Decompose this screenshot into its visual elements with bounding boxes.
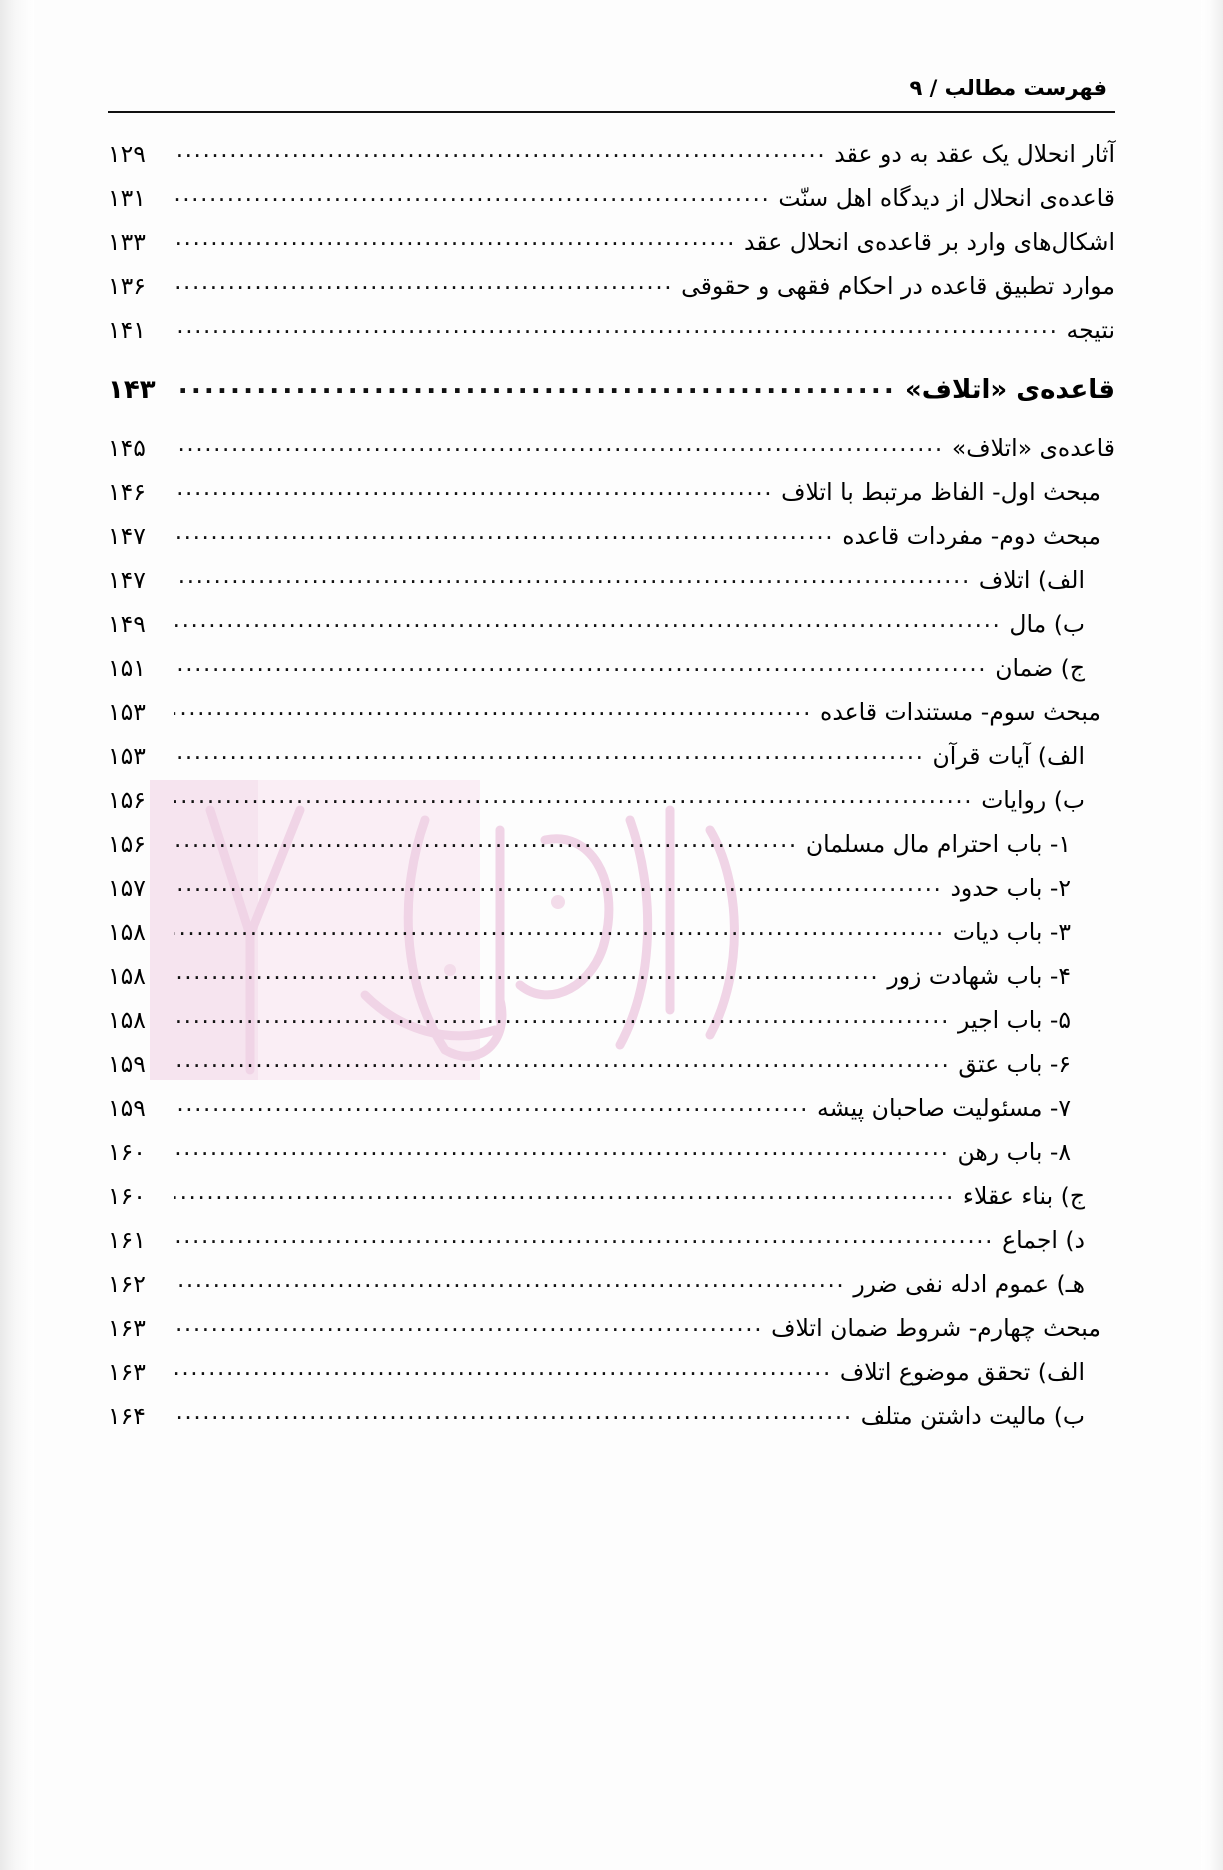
toc-entry-page-number: ۱۶۳ — [108, 1313, 146, 1342]
toc-entry[interactable] — [108, 1093, 1115, 1122]
toc-entry-title: الف) آیات قرآن — [932, 741, 1085, 770]
toc-entry[interactable] — [108, 1181, 1115, 1210]
toc-entry-title: آثار انحلال یک عقد به دو عقد — [834, 140, 1115, 168]
toc-entry-title: هـ) عموم ادله نفی ضرر — [853, 1269, 1085, 1298]
toc-dot-leader — [174, 275, 673, 299]
toc-dot-leader — [174, 1317, 763, 1341]
toc-dot-leader — [174, 1009, 950, 1033]
toc-entry-page-number: ۱۴۳ — [108, 374, 156, 405]
toc-entry-title: د) اجماع — [1002, 1225, 1085, 1254]
toc-entry-title: نتیجه — [1066, 316, 1115, 344]
toc-entry-page-number: ۱۵۸ — [108, 961, 146, 990]
toc-entry-title: ۳- باب دیات — [952, 917, 1071, 946]
toc-entry-page-number: ۱۲۹ — [108, 140, 146, 168]
page-content — [108, 78, 1115, 1449]
toc-entry-page-number: ۱۳۱ — [108, 184, 146, 212]
toc-dot-leader — [174, 525, 834, 549]
toc-dot-leader — [174, 1361, 832, 1385]
toc-entry-title: الف) تحقق موضوع اتلاف — [839, 1357, 1085, 1386]
toc-dot-leader — [174, 377, 897, 403]
toc-entry-page-number: ۱۴۹ — [108, 609, 146, 638]
toc-entry-page-number: ۱۶۱ — [108, 1225, 146, 1254]
toc-entry[interactable] — [108, 477, 1115, 506]
toc-entry-title: ۴- باب شهادت زور — [887, 961, 1071, 990]
toc-dot-leader — [174, 613, 1001, 637]
toc-entry-page-number: ۱۴۷ — [108, 521, 146, 550]
toc-entry-title: الف) اتلاف — [978, 565, 1085, 594]
toc-entry[interactable] — [108, 433, 1115, 462]
toc-entry-title: قاعده‌ی انحلال از دیدگاه اهل سنّت — [778, 184, 1115, 212]
toc-entry[interactable] — [108, 140, 1115, 168]
toc-dot-leader — [174, 1405, 853, 1429]
toc-dot-leader — [174, 833, 798, 857]
toc-entry-title: مبحث سوم- مستندات قاعده — [820, 697, 1101, 726]
toc-dot-leader — [174, 1097, 809, 1121]
toc-entry[interactable] — [108, 228, 1115, 256]
page-header: فهرست مطالب / ۹ — [909, 76, 1107, 100]
toc-entry[interactable] — [108, 829, 1115, 858]
toc-dot-leader — [174, 965, 879, 989]
toc-entry-title: ج) بناء عقلاء — [962, 1181, 1085, 1210]
toc-entry-title: ۵- باب اجیر — [958, 1005, 1071, 1034]
toc-entry-page-number: ۱۵۳ — [108, 697, 146, 726]
toc-entry[interactable] — [108, 609, 1115, 638]
toc-entry-page-number: ۱۵۹ — [108, 1093, 146, 1122]
toc-entry-title: قاعده‌ی «اتلاف» — [904, 374, 1115, 405]
toc-entry[interactable] — [108, 697, 1115, 726]
toc-dot-leader — [174, 921, 945, 945]
toc-dot-leader — [174, 187, 770, 211]
toc-entry[interactable] — [108, 1005, 1115, 1034]
toc-entry-page-number: ۱۵۷ — [108, 873, 146, 902]
table-of-contents-list — [108, 113, 1115, 1428]
toc-entry[interactable] — [108, 1401, 1115, 1430]
toc-entry[interactable] — [108, 316, 1115, 344]
toc-dot-leader — [174, 231, 736, 255]
toc-entry-page-number: ۱۵۸ — [108, 1005, 146, 1034]
toc-entry[interactable] — [108, 1313, 1115, 1342]
toc-entry[interactable] — [108, 873, 1115, 902]
toc-entry-title: مبحث چهارم- شروط ضمان اتلاف — [771, 1313, 1101, 1342]
toc-entry-title: موارد تطبیق قاعده در احکام فقهی و حقوقی — [681, 272, 1115, 300]
toc-entry-page-number: ۱۶۲ — [108, 1269, 146, 1298]
toc-dot-leader — [174, 701, 812, 725]
toc-entry-page-number: ۱۴۶ — [108, 477, 146, 506]
toc-dot-leader — [174, 437, 944, 461]
toc-entry-page-number: ۱۴۵ — [108, 433, 146, 462]
toc-entry-title: ۷- مسئولیت صاحبان پیشه — [817, 1093, 1071, 1122]
toc-dot-leader — [174, 569, 971, 593]
toc-entry-page-number: ۱۳۳ — [108, 228, 146, 256]
toc-entry-title: اشکال‌های وارد بر قاعده‌ی انحلال عقد — [744, 228, 1115, 256]
toc-entry[interactable] — [108, 653, 1115, 682]
toc-entry[interactable] — [108, 1137, 1115, 1166]
toc-dot-leader — [174, 1273, 845, 1297]
toc-dot-leader — [174, 657, 987, 681]
toc-dot-leader — [174, 1229, 994, 1253]
toc-entry-page-number: ۱۵۸ — [108, 917, 146, 946]
toc-dot-leader — [174, 1053, 950, 1077]
toc-section-heading[interactable] — [108, 374, 1115, 405]
toc-entry-page-number: ۱۴۱ — [108, 316, 146, 344]
toc-dot-leader — [174, 143, 826, 167]
toc-entry-page-number: ۱۳۶ — [108, 272, 146, 300]
toc-entry-title: مبحث دوم- مفردات قاعده — [842, 521, 1101, 550]
toc-dot-leader — [174, 877, 942, 901]
toc-entry-page-number: ۱۶۰ — [108, 1181, 146, 1210]
toc-entry[interactable] — [108, 272, 1115, 300]
toc-entry-page-number: ۱۶۰ — [108, 1137, 146, 1166]
toc-entry[interactable] — [108, 961, 1115, 990]
toc-entry-title: ۲- باب حدود — [950, 873, 1071, 902]
toc-dot-leader — [174, 745, 925, 769]
toc-entry[interactable] — [108, 1225, 1115, 1254]
toc-entry[interactable] — [108, 917, 1115, 946]
toc-entry-page-number: ۱۴۷ — [108, 565, 146, 594]
toc-entry-title: مبحث اول- الفاظ مرتبط با اتلاف — [781, 477, 1101, 506]
toc-dot-leader — [174, 1141, 950, 1165]
toc-entry-page-number: ۱۵۱ — [108, 653, 146, 682]
toc-entry[interactable] — [108, 785, 1115, 814]
toc-entry[interactable] — [108, 1049, 1115, 1078]
toc-entry-title: ب) روایات — [981, 785, 1085, 814]
toc-entry[interactable] — [108, 1269, 1115, 1298]
toc-entry-page-number: ۱۶۴ — [108, 1401, 146, 1430]
toc-entry-page-number: ۱۵۹ — [108, 1049, 146, 1078]
toc-entry-title: ۱- باب احترام مال مسلمان — [805, 829, 1071, 858]
toc-entry[interactable] — [108, 184, 1115, 212]
toc-dot-leader — [174, 319, 1059, 343]
toc-entry-page-number: ۱۶۳ — [108, 1357, 146, 1386]
toc-entry[interactable] — [108, 741, 1115, 770]
toc-entry-title: ج) ضمان — [995, 653, 1085, 682]
toc-entry-page-number: ۱۵۳ — [108, 741, 146, 770]
toc-dot-leader — [174, 481, 773, 505]
toc-entry-title: ب) مال — [1009, 609, 1085, 638]
toc-entry-title: ب) مالیت داشتن متلف — [860, 1401, 1085, 1430]
toc-entry[interactable] — [108, 521, 1115, 550]
toc-dot-leader — [174, 789, 973, 813]
toc-entry-title: قاعده‌ی «اتلاف» — [951, 433, 1115, 462]
toc-dot-leader — [174, 1185, 955, 1209]
toc-entry-title: ۸- باب رهن — [957, 1137, 1071, 1166]
toc-entry-page-number: ۱۵۶ — [108, 829, 146, 858]
toc-entry-title: ۶- باب عتق — [958, 1049, 1071, 1078]
toc-entry[interactable] — [108, 1357, 1115, 1386]
toc-entry-page-number: ۱۵۶ — [108, 785, 146, 814]
toc-entry[interactable] — [108, 565, 1115, 594]
